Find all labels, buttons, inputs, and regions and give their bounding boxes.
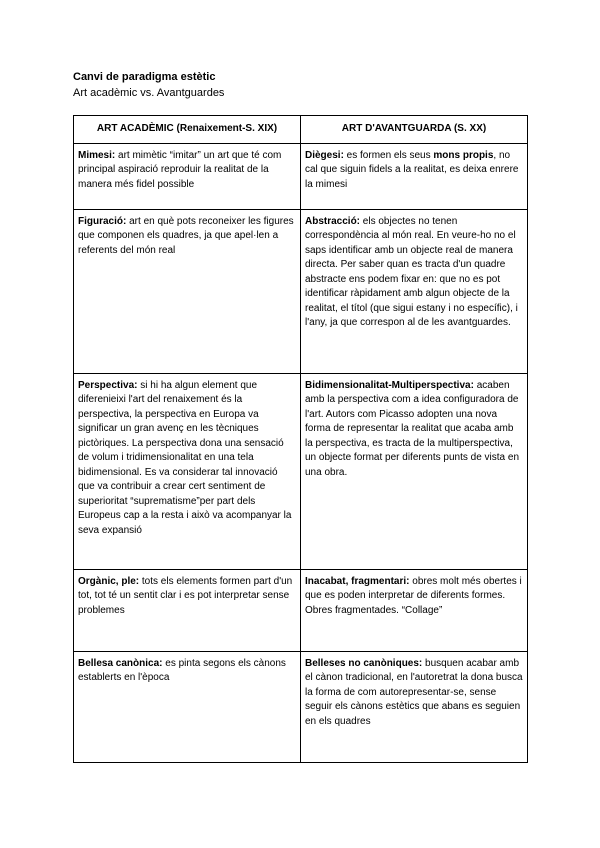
term-description: , no cal que siguin fidels a la realitat, es deixa enrere la mimesi	[305, 149, 519, 190]
academic-cell	[74, 209, 301, 373]
academic-cell	[74, 373, 301, 569]
term-label: Abstracció:	[305, 215, 361, 227]
header-academic-art: ART ACADÈMIC (Renaixement-S. XIX)	[74, 116, 301, 144]
term-label: Figuració:	[78, 215, 127, 227]
term-label: Perspectiva:	[78, 379, 138, 391]
term-label: Mimesi:	[78, 149, 116, 161]
term-description: acaben amb la perspectiva com a idea configuradora de l'art. Autors com Picasso adopten una nova forma de representar la realitat que acaba amb la perspectiva, es tracta de la multiperspectiva, un objecte format per diferents punts de vista en una obra.	[305, 379, 520, 478]
term-label: Bellesa canònica:	[78, 657, 163, 669]
academic-cell	[74, 651, 301, 762]
term-label: Belleses no canòniques:	[305, 657, 423, 669]
term-description: es formen els seus	[343, 149, 434, 161]
term-label: Inacabat, fragmentari:	[305, 575, 410, 587]
term-description: es pinta segons els cànons establerts en l'època	[78, 657, 286, 683]
term-description: obres molt més obertes i que es poden interpretar de diferents formes. Obres fragmentades. “Collage”	[305, 575, 522, 616]
comparison-table	[73, 115, 528, 763]
term-label: Orgànic, ple:	[78, 575, 140, 587]
document-subtitle: Art acadèmic vs. Avantguardes	[73, 87, 225, 99]
table-row	[74, 143, 528, 209]
document-title: Canvi de paradigma estètic	[73, 71, 216, 83]
table-row	[74, 651, 528, 762]
emphasis-text: mons propis	[433, 149, 494, 161]
avant-garde-cell	[301, 373, 528, 569]
header-avant-garde-art: ART D'AVANTGUARDA (S. XX)	[301, 116, 528, 144]
avant-garde-cell	[301, 209, 528, 373]
avant-garde-cell	[301, 651, 528, 762]
table-row	[74, 373, 528, 569]
avant-garde-cell	[301, 143, 528, 209]
table-header-row	[74, 116, 528, 144]
avant-garde-cell	[301, 569, 528, 651]
term-description: si hi ha algun element que diferenieixi l'art del renaixement és la perspectiva, la perspectiva en Europa va significar un gran avenç en les tècniques pictòriques. La perspectiva dona una sensació de volum i tridimensionalitat en una tela bidimensional. Es va considerar tal innovació que va contribuir a crear cert sentiment de superioritat “suprematisme”per part dels Europeus cap a la resta i això va acompanyar la seva expansió	[78, 379, 292, 536]
table-row	[74, 209, 528, 373]
table-row	[74, 569, 528, 651]
academic-cell	[74, 143, 301, 209]
academic-cell	[74, 569, 301, 651]
term-label: Bidimensionalitat-Multiperspectiva:	[305, 379, 474, 391]
term-description: els objectes no tenen correspondència al món real. En veure-ho no el saps identificar amb un objecte real de manera directa. Per saber quan es tracta d'un quadre abstracte ens podem fixar en: que no es pot identificar ràpidament amb algun objecte de la realitat, el títol (que sigui estany i no específic), i l'any, ja que correspon al de les avantguardes.	[305, 215, 518, 328]
term-description: art en què pots reconeixer les figures que componen els quadres, ja que apel·len a referents del món real	[78, 215, 294, 256]
term-description: tots els elements formen part d'un tot, tot té un sentit clar i es pot interpretar sense problemes	[78, 575, 293, 616]
term-description: art mimètic “imitar” un art que té com principal aspiració reproduir la realitat de la manera més fidel possible	[78, 149, 282, 190]
term-description: busquen acabar amb el cànon tradicional, en l'autoretrat la dona busca la forma de com autorepresentar-se, sense seguir els cànons estètics que abans es seguien en els quadres	[305, 657, 523, 727]
term-label: Diègesi:	[305, 149, 344, 161]
